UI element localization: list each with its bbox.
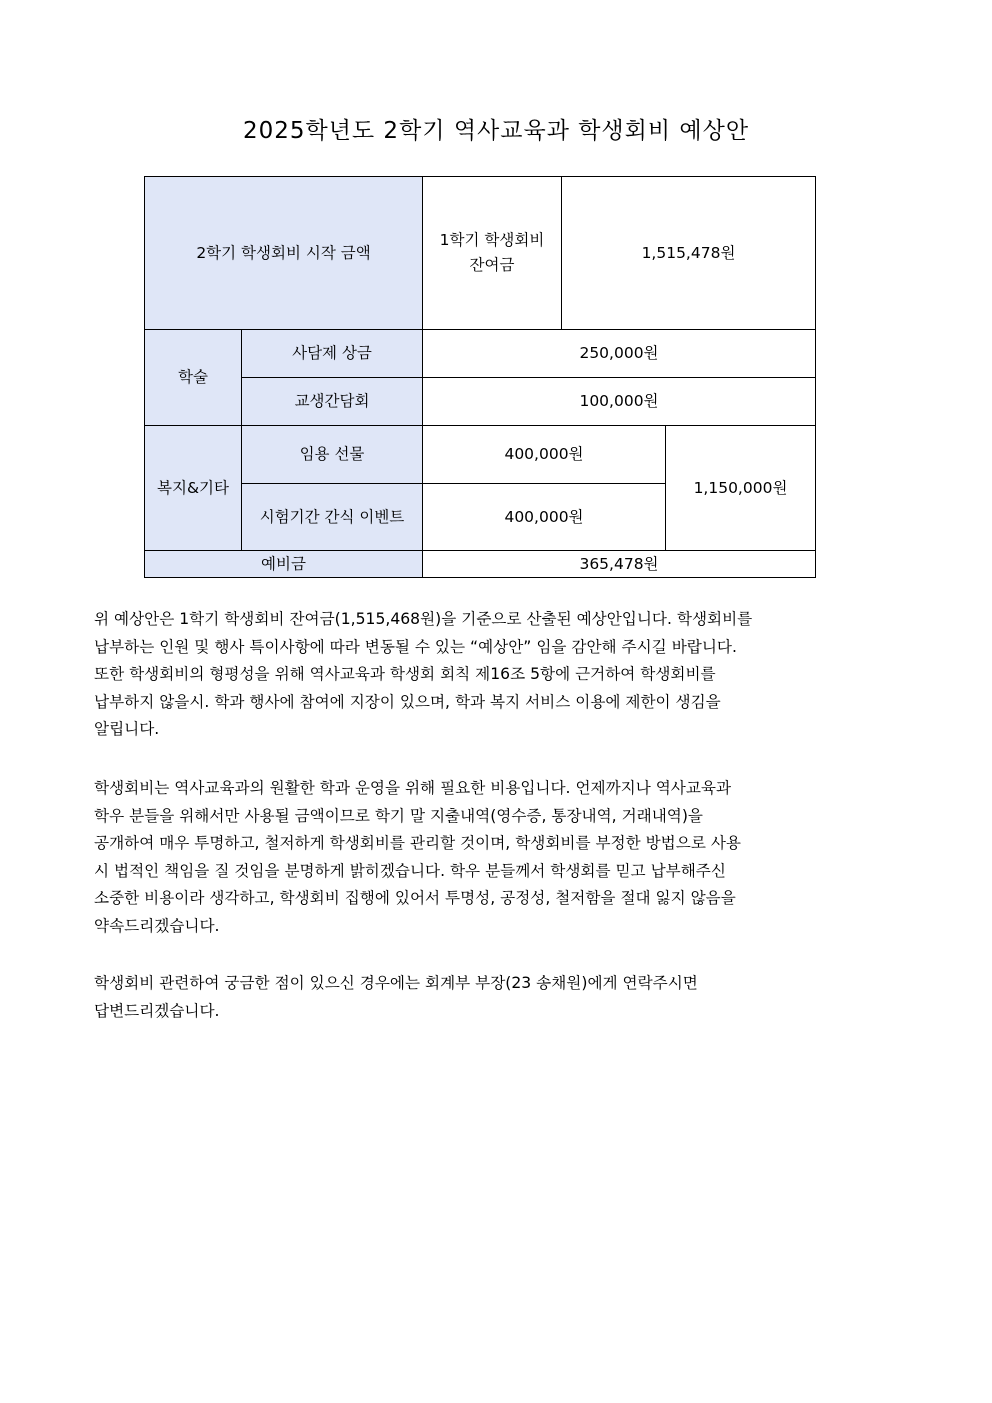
welfare-item-value: 400,000원 [423, 484, 666, 551]
remain-label-line2: 잔여금 [469, 256, 515, 274]
paragraph-line: 또한 학생회비의 형평성을 위해 역사교육과 학생회 회칙 제16조 5항에 근거하여 학생회비를 [94, 665, 716, 684]
document-title: 2025학년도 2학기 역사교육과 학생회비 예상안 [242, 118, 750, 144]
paragraph-line: 약속드리겠습니다. [94, 916, 220, 935]
paragraph-purpose [94, 775, 894, 941]
paragraph-line: 납부하지 않을시. 학과 행사에 참여에 지장이 있으며, 학과 복지 서비스 이용에 제한이 생김을 [94, 692, 721, 711]
table-row-start [145, 177, 816, 330]
table-row-reserve [145, 551, 816, 578]
table-row-academic-1 [145, 330, 816, 378]
paragraph-notice [94, 606, 894, 744]
welfare-item-label: 시험기간 간식 이벤트 [242, 484, 423, 551]
academic-category: 학술 [145, 330, 242, 426]
reserve-value: 365,478원 [423, 551, 816, 578]
welfare-total: 1,150,000원 [666, 426, 816, 551]
welfare-category: 복지&기타 [145, 426, 242, 551]
academic-item-value: 250,000원 [423, 330, 816, 378]
paragraph-line: 위 예상안은 1학기 학생회비 잔여금(1,515,468원)을 기준으로 산출된 예상안입니다. 학생회비를 [94, 610, 753, 628]
remain-label-cell [423, 177, 562, 330]
paragraph-contact [94, 970, 894, 1025]
paragraph-line: 알립니다. [94, 720, 160, 739]
paragraph-line: 공개하여 매우 투명하고, 철저하게 학생회비를 관리할 것이며, 학생회비를 부정한 방법으로 사용 [94, 834, 741, 853]
paragraph-line: 학생회비 관련하여 궁금한 점이 있으신 경우에는 회계부 부장(23 송채원)에게 연락주시면 [94, 974, 698, 992]
paragraph-line: 답변드리겠습니다. [94, 1001, 220, 1020]
table-row-welfare-1 [145, 426, 816, 484]
budget-table [144, 176, 816, 578]
remain-label-line1: 1학기 학생회비 [439, 231, 545, 250]
paragraph-line: 시 법적인 책임을 질 것임을 분명하게 밝히겠습니다. 학우 분들께서 학생회를 믿고 납부해주신 [94, 861, 726, 880]
paragraph-line: 학생회비는 역사교육과의 원활한 학과 운영을 위해 필요한 비용입니다. 언제까지나 역사교육과 [94, 779, 732, 797]
paragraph-line: 소중한 비용이라 생각하고, 학생회비 집행에 있어서 투명성, 공정성, 철저함을 절대 잃지 않음을 [94, 889, 736, 908]
paragraph-line: 학우 분들을 위해서만 사용될 금액이므로 학기 말 지출내역(영수증, 통장내역, 거래내역)을 [94, 806, 703, 825]
table-row-academic-2 [145, 378, 816, 426]
welfare-item-value: 400,000원 [423, 426, 666, 484]
welfare-item-label: 임용 선물 [242, 426, 423, 484]
academic-item-label: 교생간담회 [242, 378, 423, 426]
reserve-label: 예비금 [145, 551, 423, 578]
start-amount-label: 2학기 학생회비 시작 금액 [145, 177, 423, 330]
paragraph-line: 납부하는 인원 및 행사 특이사항에 따라 변동될 수 있는 “예상안” 임을 감안해 주시길 바랍니다. [94, 637, 737, 656]
remain-value: 1,515,478원 [562, 177, 816, 330]
academic-item-value: 100,000원 [423, 378, 816, 426]
academic-item-label: 사담제 상금 [242, 330, 423, 378]
